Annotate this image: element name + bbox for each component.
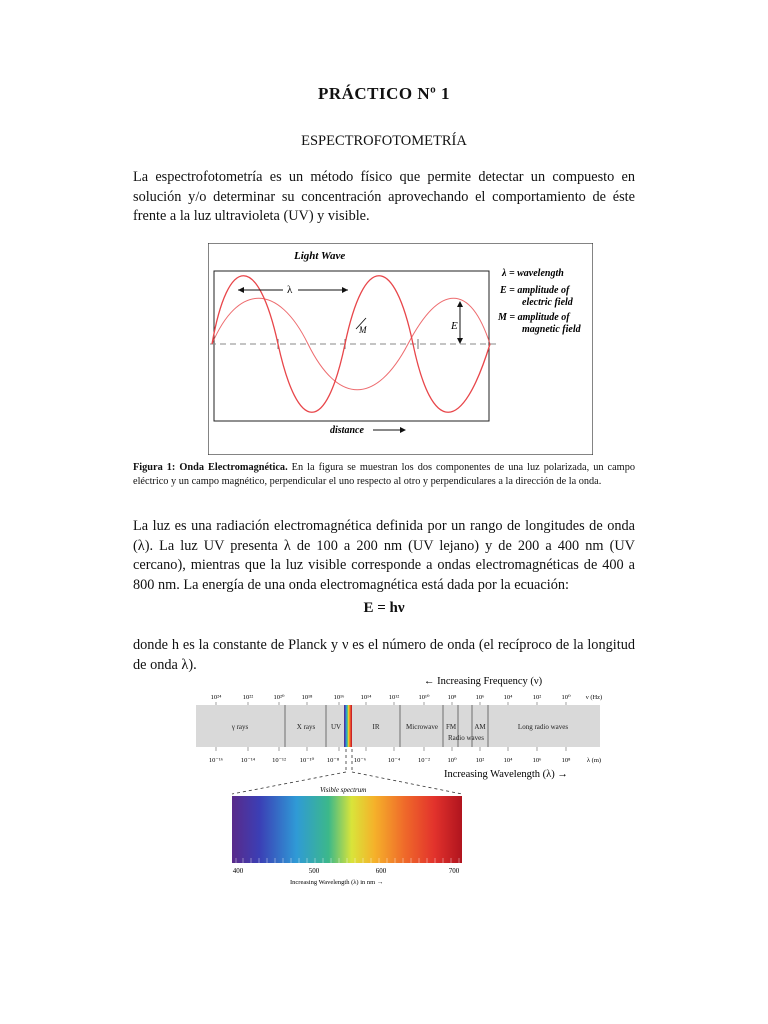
freq-tick: 10¹⁶ xyxy=(333,694,345,701)
section-subtitle: ESPECTROFOTOMETRÍA xyxy=(301,133,467,149)
intro-paragraph: La espectrofotometría es un método físico que permite detectar un compuesto en solución y/o determinar su concentración aprovechando el comportamiento de éste frente a la luz ultravioleta (UV) y visible. xyxy=(133,169,635,224)
band-fm: FM xyxy=(445,723,457,731)
lambda-label: λ xyxy=(287,284,293,296)
wl-tick: 10⁻¹⁰ xyxy=(299,757,315,764)
wavelength-ticks xyxy=(209,757,601,764)
visible-tick-500: 500 xyxy=(308,867,320,875)
freq-tick: 10¹⁰ xyxy=(418,694,430,701)
freq-tick: 10² xyxy=(532,694,542,701)
legend-line-1: λ = wavelength xyxy=(502,268,564,279)
planck-paragraph: donde h es la constante de Planck y ν es el número de onda (el recíproco de la longitud de onda λ). xyxy=(133,637,635,673)
wl-tick: 10⁻² xyxy=(418,757,430,764)
freq-tick: 10⁰ xyxy=(561,694,571,701)
frequency-direction-label: ← Increasing Frequency (ν) xyxy=(424,676,543,687)
m-label: M xyxy=(359,325,367,335)
legend-line-2: E = amplitude of xyxy=(500,285,570,296)
visible-wavelength-label: Increasing Wavelength (λ) in nm → xyxy=(290,879,384,886)
wl-tick: 10⁰ xyxy=(447,757,457,764)
wl-tick: 10⁻⁶ xyxy=(353,757,367,764)
energy-equation: E = hν xyxy=(363,600,405,616)
caption-title: Figura 1: Onda Electromagnética. xyxy=(133,462,288,473)
e-label: E xyxy=(451,320,458,332)
wl-tick: 10⁶ xyxy=(532,757,542,764)
wl-tick: 10⁴ xyxy=(503,757,513,764)
frequency-unit: ν (Hz) xyxy=(585,694,603,701)
freq-tick: 10¹² xyxy=(388,694,400,701)
wavelength-direction-label: Increasing Wavelength (λ) → xyxy=(444,769,568,780)
em-spectrum-figure xyxy=(190,672,610,890)
distance-label: distance xyxy=(330,425,364,436)
legend-line-4: M = amplitude of xyxy=(498,312,570,323)
band-uv: UV xyxy=(330,723,342,731)
light-wave-title: Light Wave xyxy=(294,250,346,262)
radio-waves-label: Radio waves xyxy=(448,734,484,742)
freq-tick: 10²⁴ xyxy=(210,694,222,701)
figure-caption xyxy=(133,461,635,489)
wl-tick: 10⁸ xyxy=(561,757,571,764)
freq-tick: 10⁶ xyxy=(475,694,485,701)
band-gamma: γ rays xyxy=(231,723,249,731)
page-title: PRÁCTICO Nº 1 xyxy=(317,84,451,103)
visible-band xyxy=(344,705,352,747)
light-wave-figure xyxy=(208,243,593,455)
light-paragraph: La luz es una radiación electromagnética definida por un rango de longitudes de onda (λ). La luz UV presenta λ de 100 a 200 nm (UV lejano) y de 200 a 400 nm (UV cercano), mientras que la luz visible corresponde a ondas electromagnéticas de 400 a 800 nm. La energía de una onda electromagnética está dada por la ecuación: xyxy=(133,518,635,593)
legend-line-3: electric field xyxy=(522,297,573,308)
freq-tick: 10⁸ xyxy=(447,694,457,701)
band-xrays: X rays xyxy=(296,723,316,731)
visible-tick-400: 400 xyxy=(232,867,244,875)
freq-tick: 10²⁰ xyxy=(273,694,285,701)
wl-tick: 10² xyxy=(475,757,485,764)
frequency-ticks xyxy=(211,694,603,701)
band-long-radio: Long radio waves xyxy=(517,723,569,731)
freq-tick: 10¹⁸ xyxy=(301,694,313,701)
legend-line-5: magnetic field xyxy=(522,324,581,335)
freq-tick: 10¹⁴ xyxy=(360,694,372,701)
visible-spectrum-bar xyxy=(232,796,462,863)
wl-tick: 10⁻⁸ xyxy=(326,757,340,764)
freq-tick: 10⁴ xyxy=(503,694,513,701)
caption-text: En la figura se muestran los dos componentes de una luz polarizada, un campo eléctrico y un campo magnético, perpendicular el uno respecto al otro y perpendiculares a la dirección de la onda. xyxy=(133,462,635,487)
visible-tick-600: 600 xyxy=(375,867,387,875)
wl-tick: 10⁻¹⁶ xyxy=(208,757,224,764)
wl-tick: 10⁻¹⁴ xyxy=(240,757,256,764)
wl-tick: 10⁻¹² xyxy=(272,757,286,764)
wavelength-unit: λ (m) xyxy=(586,757,602,764)
wl-tick: 10⁻⁴ xyxy=(387,757,401,764)
freq-tick: 10²² xyxy=(242,694,254,701)
visible-tick-700: 700 xyxy=(448,867,460,875)
band-ir: IR xyxy=(372,723,380,731)
visible-spectrum-title: Visible spectrum xyxy=(320,786,367,794)
band-am: AM xyxy=(474,723,486,731)
band-microwave: Microwave xyxy=(406,723,438,731)
